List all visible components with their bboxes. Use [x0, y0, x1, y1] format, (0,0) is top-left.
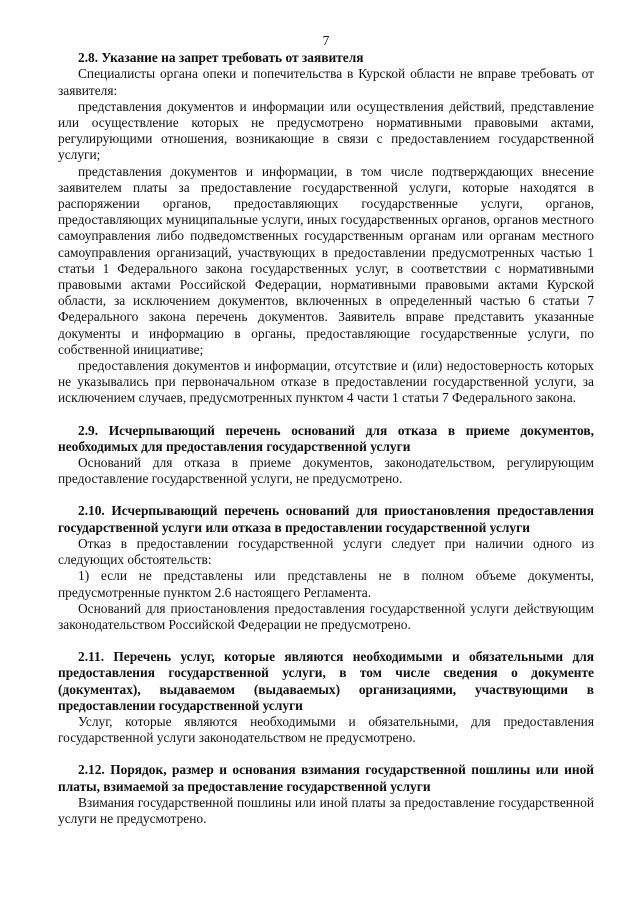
- section-spacer: [58, 633, 594, 649]
- paragraph: Оснований для приостановления предоставления государственной услуги действующим законодательством Российской Федерации не предусмотрено.: [58, 600, 594, 632]
- section-heading: 2.12. Порядок, размер и основания взимания государственной пошлины или иной платы, взимаемой за предоставление государственной услуги: [58, 762, 594, 794]
- paragraph: Специалисты органа опеки и попечительства в Курской области не вправе требовать от заявителя:: [58, 66, 594, 98]
- paragraph: 1) если не представлены или представлены не в полном объеме документы, предусмотренные пунктом 2.6 настоящего Регламента.: [58, 568, 594, 600]
- section-heading: 2.9. Исчерпывающий перечень оснований для отказа в приеме документов, необходимых для предоставления государственной услуги: [58, 422, 594, 454]
- paragraph: Отказ в предоставлении государственной услуги следует при наличии одного из следующих обстоятельств:: [58, 535, 594, 568]
- section-spacer: [58, 407, 594, 423]
- paragraph: предоставления документов и информации, отсутствие и (или) недостоверность которых не указывались при первоначальном отказе в предоставлении государственной услуги, за исключением случаев, предусмотренных пунктом 4 части 1 статьи 7 Федерального закона.: [58, 358, 594, 406]
- section-2-9: [58, 423, 594, 488]
- paragraph: Оснований для отказа в приеме документов, законодательством, регулирующим предоставление государственной услуги, не предусмотрено.: [58, 455, 594, 487]
- section-2-10: [58, 503, 594, 633]
- section-2-8: [58, 50, 594, 406]
- paragraph: Взимания государственной пошлины или иной платы за предоставление государственной услуги не предусмотрено.: [58, 794, 594, 826]
- paragraph: представления документов и информации, в том числе подтверждающих внесение заявителем платы за предоставление государственной услуги, которые находятся в распоряжении органов, предоставляющих государственные услуги, органов, предоставляющих муниципальные услуги, иных государственных органов, органов местного самоуправления либо подведомственных государственным органам или органам местного самоуправления организаций, участвующих в предоставлении предусмотренных частью 1 статьи 1 Федерального закона государственных услуг, в соответствии с нормативными правовыми актами Российской Федерации, нормативными правовыми актами Курской области, за исключением документов, включенных в определенный частью 6 статьи 7 Федерального закона перечень документов. Заявитель вправе представить указанные документы и информацию в органы, предоставляющие государственные услуги, по собственной инициативе;: [58, 163, 594, 357]
- section-spacer: [58, 487, 594, 503]
- section-heading: 2.11. Перечень услуг, которые являются необходимыми и обязательными для предоставления государственной услуги, в том числе сведения о документе (документах), выдаваемом (выдаваемых) организациями, участвующими в предоставлении государственной услуги: [58, 649, 594, 713]
- section-spacer: [58, 746, 594, 762]
- section-heading: 2.10. Исчерпывающий перечень оснований для приостановления предоставления государственной услуги или отказа в предоставлении государственной услуги: [58, 503, 594, 535]
- section-heading: 2.8. Указание на запрет требовать от заявителя: [78, 50, 364, 66]
- section-2-12: [58, 762, 594, 827]
- section-2-11: [58, 649, 594, 746]
- paragraph: Услуг, которые являются необходимыми и обязательными, для предоставления государственной услуги законодательством не предусмотрено.: [58, 713, 594, 746]
- page-number: 7: [322, 33, 330, 48]
- document-page: [58, 33, 594, 827]
- paragraph: представления документов и информации или осуществления действий, представление или осуществление которых не предусмотрено нормативными правовыми актами, регулирующими отношения, возникающие в связи с предоставлением государственной услуги;: [58, 98, 594, 163]
